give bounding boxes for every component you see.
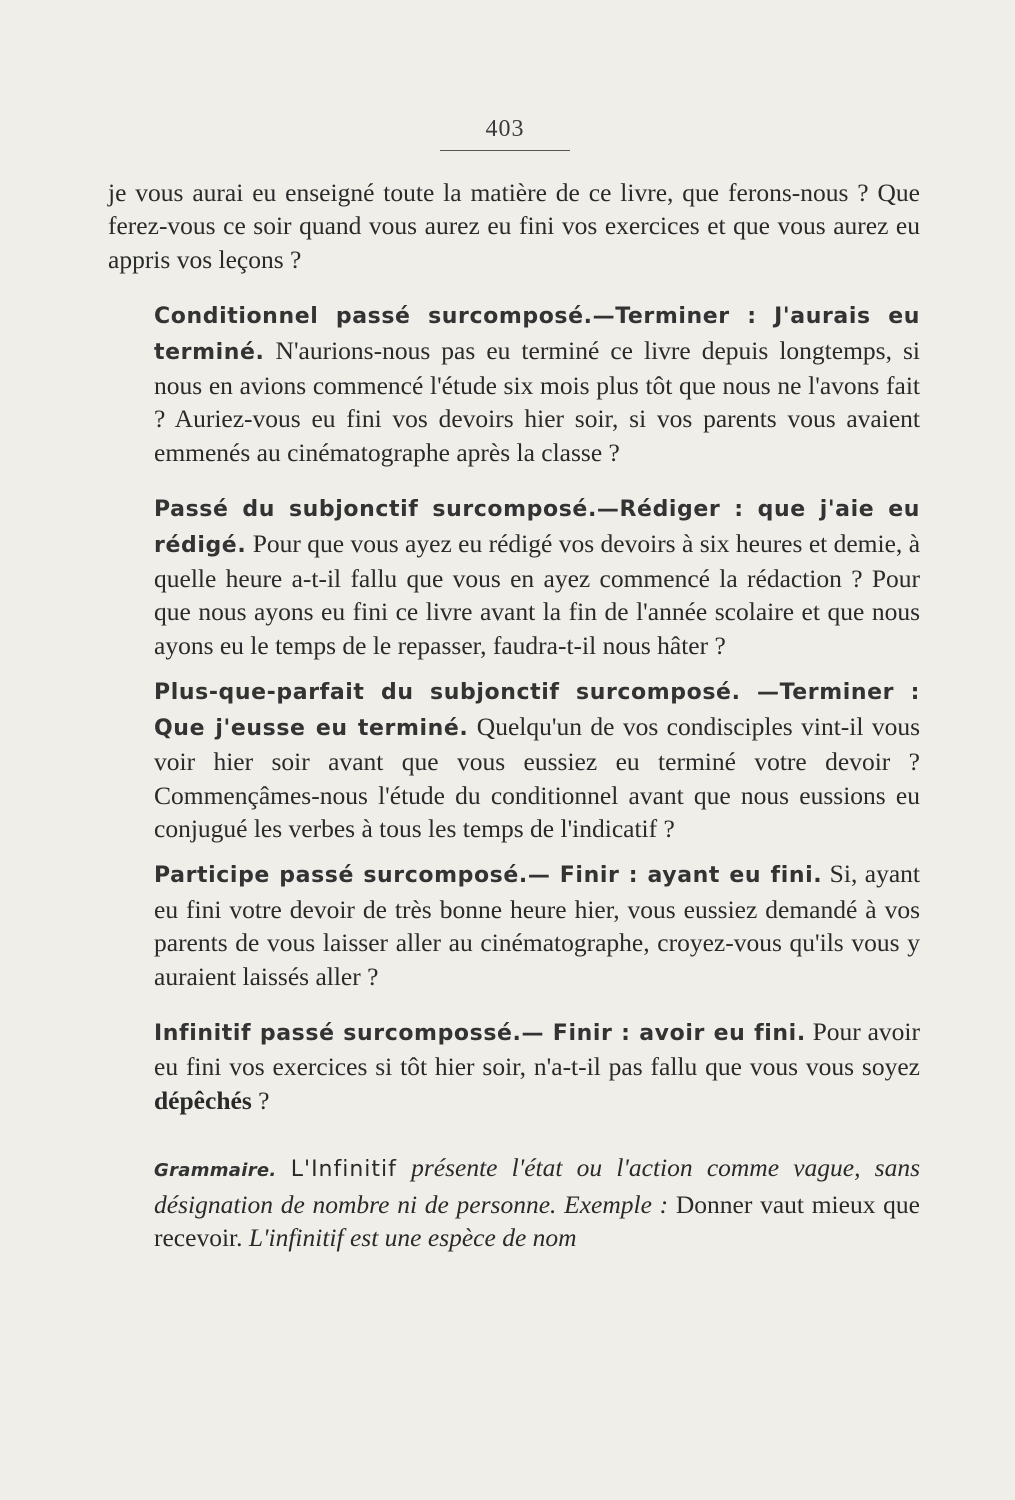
section-heading: Infinitif passé surcompossé.— Finir : avoir eu fini.: [154, 1020, 806, 1046]
section-body: Quelqu'un de vos condisciples vint-il vous voir hier soir avant que vous eussiez eu terminé votre devoir ? Commençâmes-nous l'étude du conditionnel avant que nous eussions eu conjugué les verbes à tous les temps de l'indicatif ?: [154, 711, 921, 843]
section-plus-que-parfait: [108, 674, 920, 845]
grammar-example-label: Exemple :: [564, 1189, 669, 1219]
page-number: 403: [485, 116, 525, 142]
section-body: Pour que vous ayez eu rédigé vos devoirs à six heures et demie, à quelle heure a-t-il fallu que vous en ayez commencé la rédaction ? Pour que nous ayons eu fini ce livre avant la fin de l'année scolaire et que nous ayons eu le temps de le repasser, faudra-t-il nous hâter ?: [154, 528, 921, 660]
section-participe: [108, 857, 920, 993]
grammar-continuation: L'infinitif est une espèce de nom: [248, 1222, 577, 1252]
section-body-bold: dépêchés: [154, 1085, 252, 1115]
section-body: Pour avoir eu fini vos exercices si tôt hier soir, n'a-t-il pas fallu que vous vous soyez: [154, 1016, 920, 1082]
page-number-rule: [440, 150, 570, 151]
section-heading: Passé du subjonctif surcomposé.—Rédiger : que j'aie eu rédigé.: [154, 497, 920, 558]
section-infinitif: [108, 1015, 920, 1117]
section-passe-subjonctif: [108, 491, 920, 662]
section-conditionnel: [108, 298, 920, 469]
page-text: [108, 176, 920, 1254]
section-body: N'aurions-nous pas eu terminé ce livre depuis longtemps, si nous en avions commencé l'étude six mois plus tôt que nous ne l'avons fait ? Auriez-vous eu fini vos devoirs hier soir, si vos parents vous avaient emmenés au cinématographe après la classe ?: [154, 335, 920, 467]
section-heading: Participe passé surcomposé.— Finir : ayant eu fini.: [154, 863, 823, 889]
section-heading: Conditionnel passé surcomposé.—Terminer : J'aurais eu terminé.: [154, 304, 920, 365]
intro-paragraph: je vous aurai eu enseigné toute la matière de ce livre, que ferons-nous ? Que ferez-vous ce soir quand vous aurez eu fini vos exercices et que vous aurez eu appris vos leçons ?: [108, 178, 920, 274]
grammar-definition: présente l'état ou l'action comme vague, sans désignation de nombre ni de personne.: [154, 1153, 921, 1219]
section-body: Si, ayant eu fini votre devoir de très bonne heure hier, vous eussiez demandé à vos parents de vous laisser aller au cinématographe, croyez-vous qu'ils vous y auraient laissés aller ?: [154, 859, 920, 991]
grammar-example: Donner vaut mieux que recevoir.: [154, 1189, 921, 1252]
grammar-label: Grammaire.: [154, 1160, 277, 1182]
grammar-term: L'Infinitif: [290, 1157, 397, 1183]
section-heading: Plus-que-parfait du subjonctif surcomposé. —Terminer : Que j'eusse eu terminé.: [154, 680, 920, 741]
section-body-end: ?: [258, 1085, 270, 1115]
grammar-paragraph: [108, 1151, 920, 1254]
